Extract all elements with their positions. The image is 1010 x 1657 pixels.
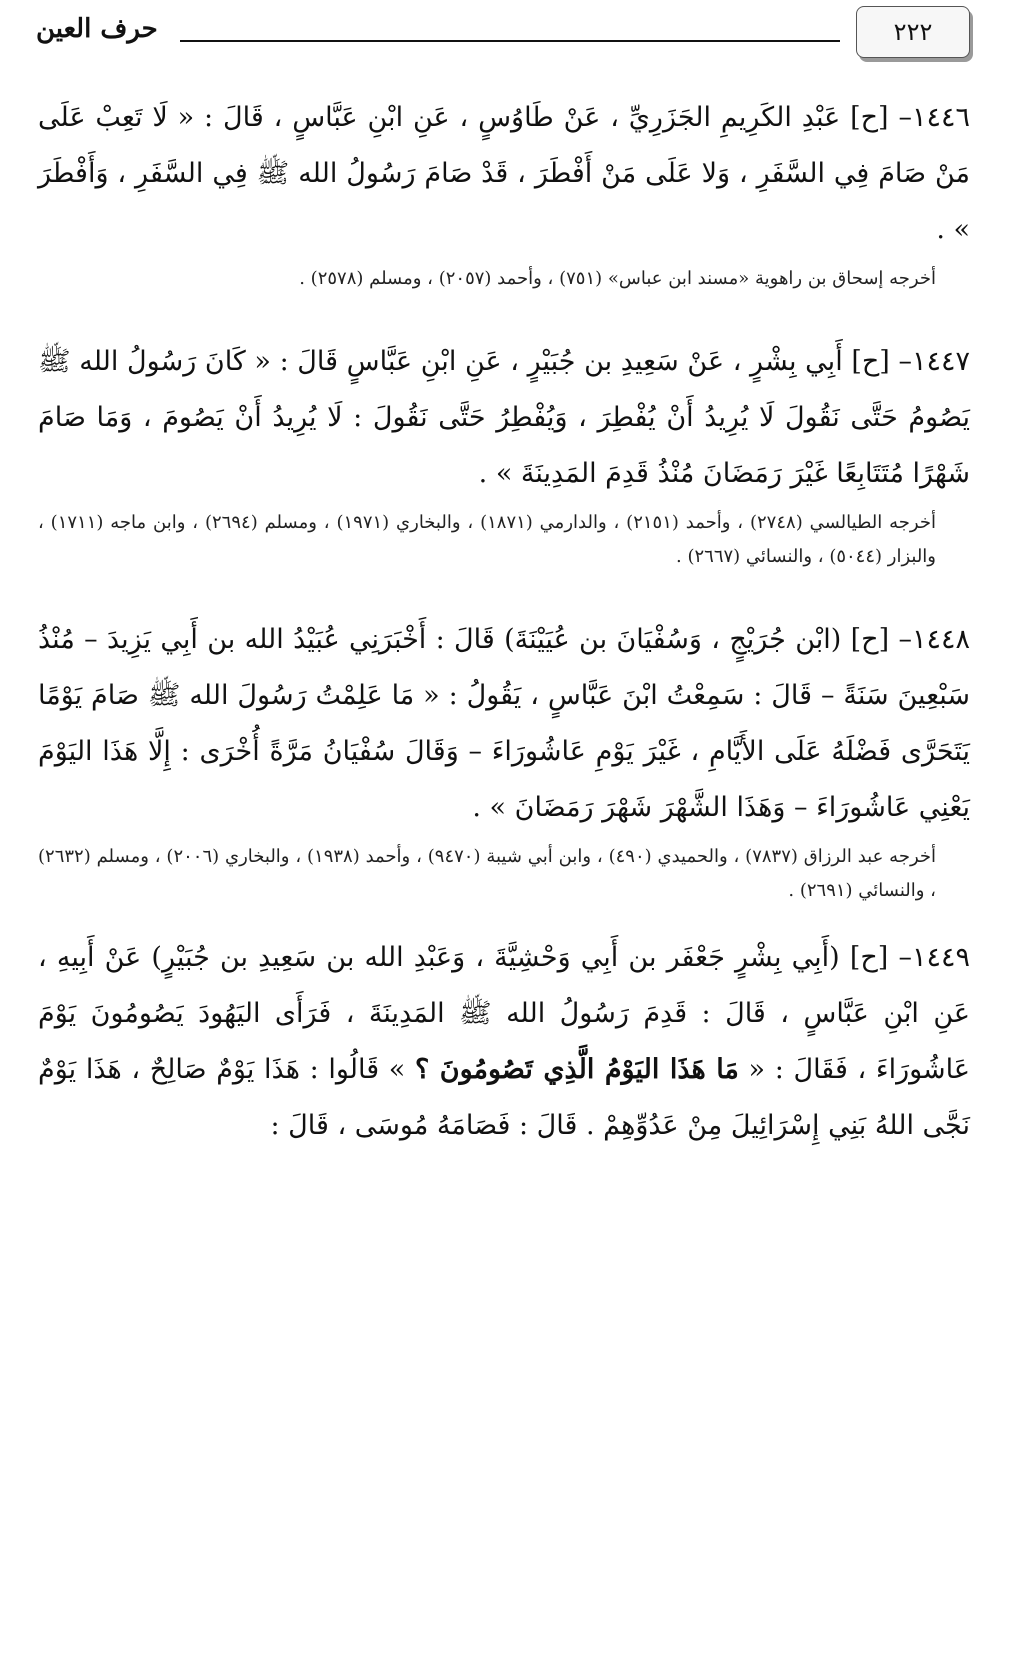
hadith-marker: [ح] [850,102,889,133]
hadith-text: ١٤٤٧– [ح] أَبِي بِشْرٍ ، عَنْ سَعِيدِ بن جُبَيْرٍ ، عَنِ ابْنِ عَبَّاسٍ قَالَ : « كَانَ رَسُولُ الله ﷺ يَصُومُ حَتَّى نَقُولَ لَا يُرِيدُ أَنْ يُفْطِرَ ، وَيُفْطِرُ حَتَّى نَقُولَ : لَا يُرِيدُ أَنْ يَصُومَ ، وَمَا صَامَ شَهْرًا مُتَتَابِعًا غَيْرَ رَمَضَانَ مُنْذُ قَدِمَ المَدِينَةَ » . [38,346,970,489]
section-title: حرف العين [36,14,158,44]
hadith-entry-1448 [38,612,970,908]
hadith-number: ١٤٤٩ [911,942,970,973]
hadith-body-continued: » قَالُوا : هَذَا يَوْمٌ صَالِحٌ ، هَذَا يَوْمٌ نَجَّى اللهُ بَنِي إِسْرَائِيلَ مِنْ عَدُوِّهِمْ . قَالَ : فَصَامَهُ مُوسَى ، قَالَ : [38,1054,970,1141]
spacer [38,318,970,334]
spacer [38,596,970,612]
hadith-marker: [ح] [851,346,890,377]
page-number: ٢٢٢ [856,6,970,58]
hadith-text: ١٤٤٦– [ح] عَبْدِ الكَرِيمِ الجَزَرِيِّ ، عَنْ طَاوُسٍ ، عَنِ ابْنِ عَبَّاسٍ ، قَالَ : « لَا تَعِبْ عَلَى مَنْ صَامَ فِي السَّفَرِ ، وَلا عَلَى مَنْ أَفْطَرَ ، قَدْ صَامَ رَسُولُ الله ﷺ فِي السَّفَرِ ، وَأَفْطَرَ » . [38,102,970,245]
page-content [38,90,970,1176]
hadith-body: عَبْدِ الكَرِيمِ الجَزَرِيِّ ، عَنْ طَاوُسٍ ، عَنِ ابْنِ عَبَّاسٍ ، قَالَ : « لَا تَعِبْ عَلَى مَنْ صَامَ فِي السَّفَرِ ، وَلا عَلَى مَنْ أَفْطَرَ ، قَدْ صَامَ رَسُولُ الله ﷺ فِي السَّفَرِ ، وَأَفْطَرَ » . [38,102,970,245]
hadith-entry-1447 [38,334,970,574]
hadith-number: ١٤٤٨ [911,624,970,655]
takhrij-note: أخرجه عبد الرزاق (٧٨٣٧) ، والحميدي (٤٩٠) ، وابن أبي شيبة (٩٤٧٠) ، وأحمد (١٩٣٨) ، والبخاري (٢٠٠٦) ، ومسلم (٢٦٣٢) ، والنسائي (٢٦٩١) . [38,846,937,901]
hadith-body: (ابْن جُرَيْجٍ ، وَسُفْيَانَ بن عُيَيْنَةَ) قَالَ : أَخْبَرَنِي عُبَيْدُ الله بن أَبِي يَزِيدَ – مُنْذُ سَبْعِينَ سَنَةً – قَالَ : سَمِعْتُ ابْنَ عَبَّاسٍ ، يَقُولُ : « مَا عَلِمْتُ رَسُولَ الله ﷺ صَامَ يَوْمًا يَتَحَرَّى فَضْلَهُ عَلَى الأَيَّامِ ، غَيْرَ يَوْمِ عَاشُورَاءَ – وَقَالَ سُفْيَانُ مَرَّةً أُخْرَى : إِلَّا هَذَا اليَوْمَ يَعْنِي عَاشُورَاءَ – وَهَذَا الشَّهْرَ شَهْرَ رَمَضَانَ » . [38,624,970,823]
hadith-entry-1449 [38,930,970,1154]
header-rule [180,40,840,42]
hadith-marker: [ح] [850,624,890,655]
hadith-body: أَبِي بِشْرٍ ، عَنْ سَعِيدِ بن جُبَيْرٍ ، عَنِ ابْنِ عَبَّاسٍ قَالَ : « كَانَ رَسُولُ الله ﷺ يَصُومُ حَتَّى نَقُولَ لَا يُرِيدُ أَنْ يُفْطِرَ ، وَيُفْطِرُ حَتَّى نَقُولَ : لَا يُرِيدُ أَنْ يَصُومَ ، وَمَا صَامَ شَهْرًا مُتَتَابِعًا غَيْرَ رَمَضَانَ مُنْذُ قَدِمَ المَدِينَةَ » . [38,346,970,489]
hadith-number: ١٤٤٧ [911,346,970,377]
hadith-text: ١٤٤٨– [ح] (ابْن جُرَيْجٍ ، وَسُفْيَانَ بن عُيَيْنَةَ) قَالَ : أَخْبَرَنِي عُبَيْدُ الله بن أَبِي يَزِيدَ – مُنْذُ سَبْعِينَ سَنَةً – قَالَ : سَمِعْتُ ابْنَ عَبَّاسٍ ، يَقُولُ : « مَا عَلِمْتُ رَسُولَ الله ﷺ صَامَ يَوْمًا يَتَحَرَّى فَضْلَهُ عَلَى الأَيَّامِ ، غَيْرَ يَوْمِ عَاشُورَاءَ – وَقَالَ سُفْيَانُ مَرَّةً أُخْرَى : إِلَّا هَذَا اليَوْمَ يَعْنِي عَاشُورَاءَ – وَهَذَا الشَّهْرَ شَهْرَ رَمَضَانَ » . [38,624,970,823]
takhrij-note: أخرجه إسحاق بن راهوية «مسند ابن عباس» (٧٥١) ، وأحمد (٢٠٥٧) ، ومسلم (٢٥٧٨) . [299,268,936,289]
hadith-number: ١٤٤٦ [911,102,970,133]
hadith-entry-1446 [38,90,970,296]
takhrij-note: أخرجه الطيالسي (٢٧٤٨) ، وأحمد (٢١٥١) ، والدارمي (١٨٧١) ، والبخاري (١٩٧١) ، ومسلم (٢٦٩٤) ، وابن ماجه (١٧١١) ، والبزار (٥٠٤٤) ، والنسائي (٢٦٦٧) . [38,512,936,567]
hadith-text: ١٤٤٩– [ح] (أَبِي بِشْرٍ جَعْفَر بن أَبِي وَحْشِيَّةَ ، وَعَبْدِ الله بن سَعِيدِ بن جُبَيْرٍ) عَنْ أَبِيهِ ، عَنِ ابْنِ عَبَّاسٍ ، قَالَ : قَدِمَ رَسُولُ الله ﷺ المَدِينَةَ ، فَرَأَى اليَهُودَ يَصُومُونَ يَوْمَ عَاشُورَاءَ ، فَقَالَ : « مَا هَذَا اليَوْمُ الَّذِي تَصُومُونَ ؟ » قَالُوا : هَذَا يَوْمٌ صَالِحٌ ، هَذَا يَوْمٌ نَجَّى اللهُ بَنِي إِسْرَائِيلَ مِنْ عَدُوِّهِمْ . قَالَ : فَصَامَهُ مُوسَى ، قَالَ : [38,942,971,1141]
hadith-body: (أَبِي بِشْرٍ جَعْفَر بن أَبِي وَحْشِيَّةَ ، وَعَبْدِ الله بن سَعِيدِ بن جُبَيْرٍ) عَنْ أَبِيهِ ، عَنِ ابْنِ عَبَّاسٍ ، قَالَ : قَدِمَ رَسُولُ الله ﷺ المَدِينَةَ ، فَرَأَى اليَهُودَ يَصُومُونَ يَوْمَ عَاشُورَاءَ ، فَقَالَ : « [38,942,971,1085]
hadith-marker: [ح] [849,942,889,973]
hadith-bold-quote: مَا هَذَا اليَوْمُ الَّذِي تَصُومُونَ ؟ [414,1054,739,1085]
page-header [30,0,970,62]
